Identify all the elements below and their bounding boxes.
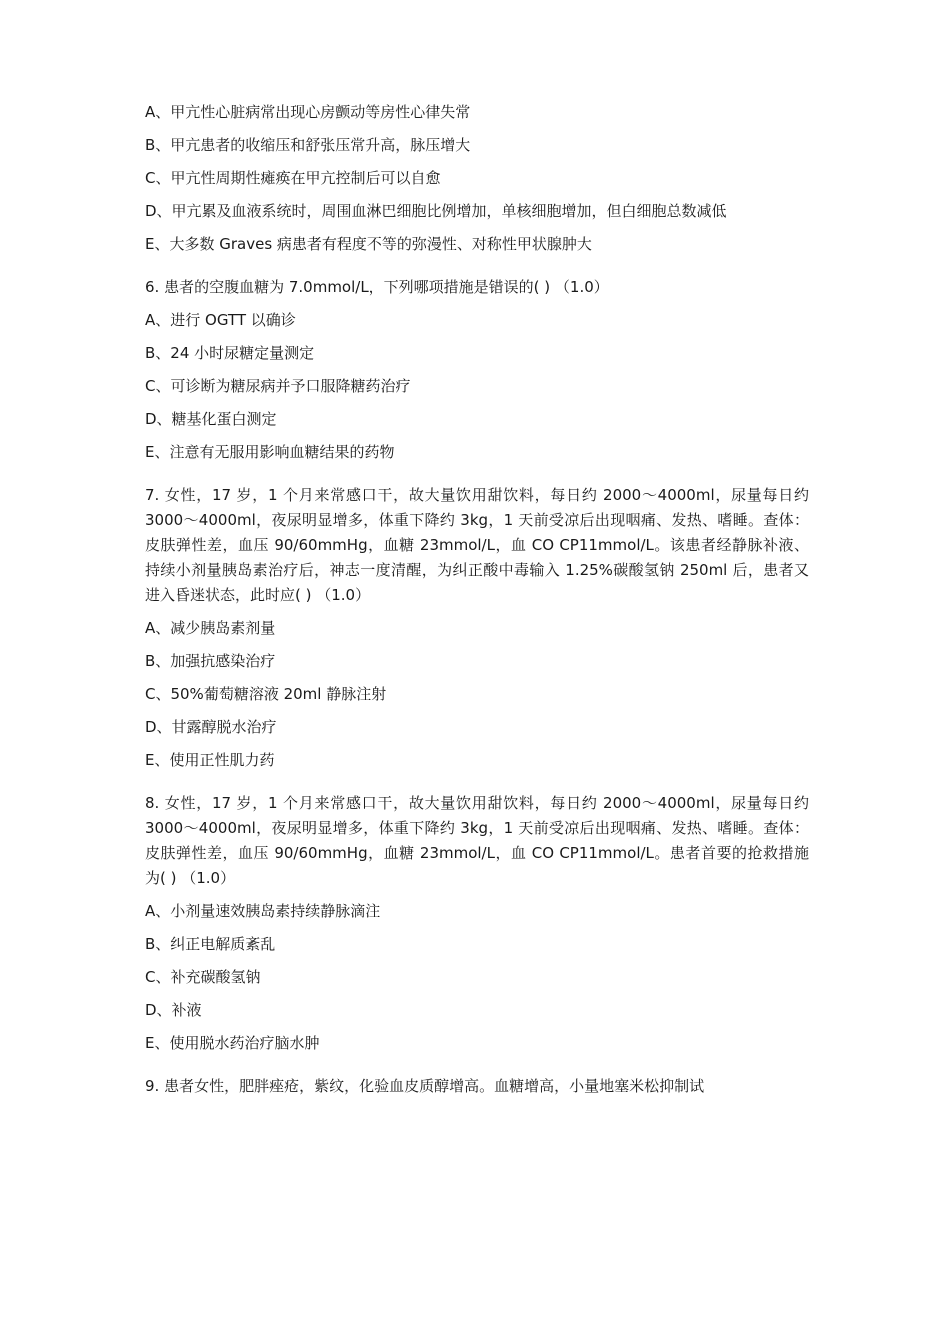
- option-b: B、甲亢患者的收缩压和舒张压常升高，脉压增大: [145, 136, 471, 154]
- option-c: C、补充碳酸氢钠: [145, 968, 261, 986]
- question-stem: 8. 女性，17 岁，1 个月来常感口干，故大量饮用甜饮料，每日约 2000～4000ml，尿量每日约 3000～4000ml，夜尿明显增多，体重下降约 3kg，1 天前受凉后出现咽痛、发热、嗜睡。查体：皮肤弹性差，血压 90/60mmHg，血糖 23mmol/L，血 CO CP11mmol/L。患者首要的抢救措施为( ) （1.0）: [145, 794, 809, 887]
- question-stem: 9. 患者女性，肥胖痤疮，紫纹，化验血皮质醇增高。血糖增高，小量地塞米松抑制试: [145, 1077, 705, 1095]
- option-d: D、糖基化蛋白测定: [145, 410, 277, 428]
- option-d: D、甲亢累及血液系统时，周围血淋巴细胞比例增加，单核细胞增加，但白细胞总数减低: [145, 202, 727, 220]
- option-a: A、甲亢性心脏病常出现心房颤动等房性心律失常: [145, 103, 471, 121]
- option-a: A、小剂量速效胰岛素持续静脉滴注: [145, 902, 381, 920]
- option-b: B、加强抗感染治疗: [145, 652, 276, 670]
- option-b: B、纠正电解质紊乱: [145, 935, 276, 953]
- option-e: E、大多数 Graves 病患者有程度不等的弥漫性、对称性甲状腺肿大: [145, 235, 592, 253]
- question-6: [145, 275, 809, 465]
- option-e: E、注意有无服用影响血糖结果的药物: [145, 443, 395, 461]
- option-c: C、50%葡萄糖溶液 20ml 静脉注射: [145, 685, 387, 703]
- option-a: A、进行 OGTT 以确诊: [145, 311, 296, 329]
- option-d: D、补液: [145, 1001, 202, 1019]
- question-8: [145, 791, 809, 1056]
- question-stem: 6. 患者的空腹血糖为 7.0mmol/L，下列哪项措施是错误的( ) （1.0）: [145, 278, 609, 296]
- option-e: E、使用正性肌力药: [145, 751, 275, 769]
- option-c: C、甲亢性周期性瘫痪在甲亢控制后可以自愈: [145, 169, 441, 187]
- option-e: E、使用脱水药治疗脑水肿: [145, 1034, 320, 1052]
- question-stem: 7. 女性，17 岁，1 个月来常感口干，故大量饮用甜饮料，每日约 2000～4000ml，尿量每日约 3000～4000ml，夜尿明显增多，体重下降约 3kg，1 天前受凉后出现咽痛、发热、嗜睡。查体：皮肤弹性差，血压 90/60mmHg，血糖 23mmol/L，血 CO CP11mmol/L。该患者经静脉补液、持续小剂量胰岛素治疗后，神志一度清醒，为纠正酸中毒输入 1.25%碳酸氢钠 250ml 后，患者又进入昏迷状态，此时应( ) （1.0）: [145, 486, 809, 604]
- question-7: [145, 483, 809, 773]
- question-9: [145, 1074, 809, 1099]
- option-c: C、可诊断为糖尿病并予口服降糖药治疗: [145, 377, 411, 395]
- option-d: D、甘露醇脱水治疗: [145, 718, 277, 736]
- option-b: B、24 小时尿糖定量测定: [145, 344, 315, 362]
- option-a: A、减少胰岛素剂量: [145, 619, 276, 637]
- question-5-options: [145, 100, 809, 257]
- document-page: [145, 100, 809, 1107]
